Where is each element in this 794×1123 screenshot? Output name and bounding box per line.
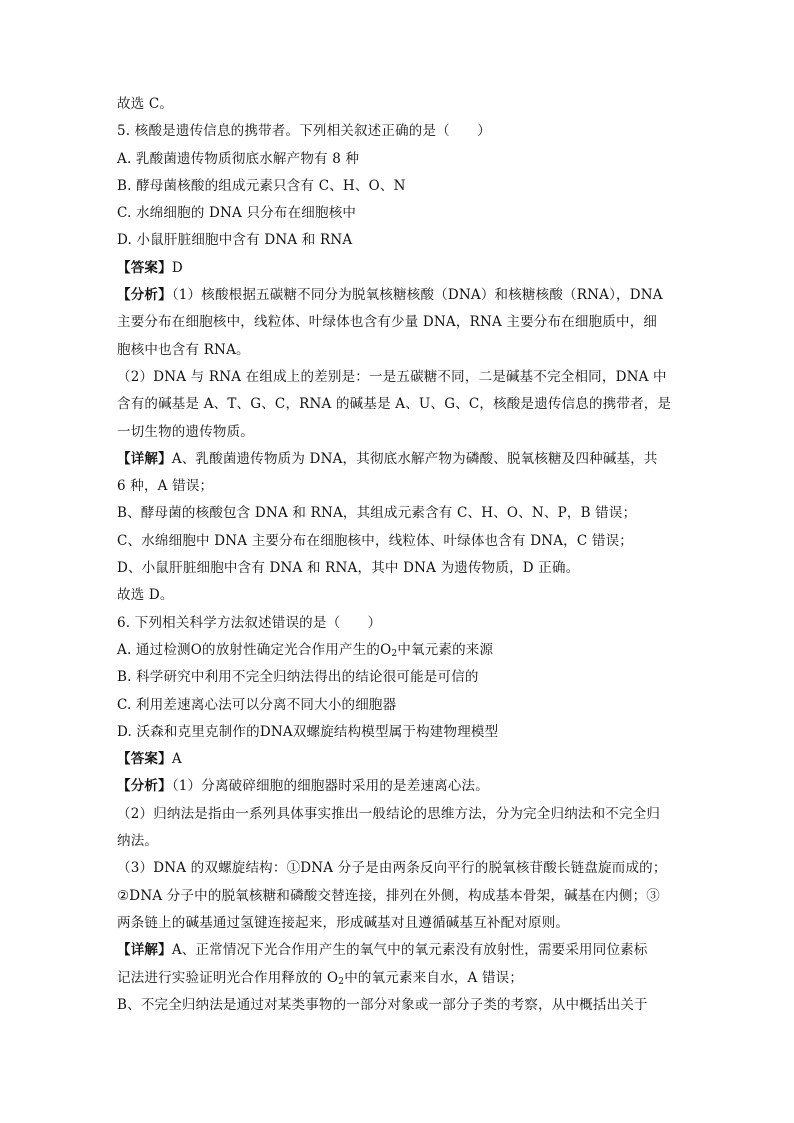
line-text: 纳法。	[117, 833, 159, 850]
text-line	[117, 910, 682, 937]
text-line	[117, 419, 682, 446]
analysis-label: 【分析】	[117, 287, 172, 304]
text-line	[117, 992, 682, 1019]
line-text: B、不完全归纳法是通过对某类事物的一部分对象或一部分子类的考察，从中概括出关于	[117, 996, 648, 1013]
explanation-label: 【详解】	[117, 450, 172, 467]
line-text: A、正常情况下光合作用产生的氧气中的氧元素没有放射性，需要采用同位素标	[171, 942, 648, 959]
question-5-option-a	[117, 146, 682, 173]
line-text: （2）DNA 与 RNA 在组成上的差别是：一是五碳糖不同，二是碱基不完全相同，DNA 中	[117, 368, 667, 385]
document-body	[117, 91, 682, 1019]
line-text: 6. 下列相关科学方法叙述错误的是（ ）	[117, 614, 382, 631]
line-text: （3）DNA 的双螺旋结构：①DNA 分子是由两条反向平行的脱氧核苷酸长链盘旋而成的；	[117, 860, 667, 877]
answer-label: 【答案】	[117, 259, 172, 276]
text-line	[117, 582, 682, 609]
line-text: C. 水绵细胞的 DNA 只分布在细胞核中	[117, 205, 357, 222]
line-text: B、酵母菌的核酸包含 DNA 和 RNA，其组成元素含有 C、H、O、N、P，B 错误；	[117, 505, 637, 522]
question-5-option-c	[117, 200, 682, 227]
text-line	[117, 337, 682, 364]
text-line	[117, 965, 682, 992]
answer-line	[117, 746, 682, 773]
text-line	[117, 309, 682, 336]
subscript: 2	[391, 648, 398, 659]
answer-label: 【答案】	[117, 751, 172, 768]
line-text: ②DNA 分子中的脱氧核糖和磷酸交替连接，排列在外侧，构成基本骨架，碱基在内侧；③	[117, 887, 660, 904]
line-text: 5. 核酸是遗传信息的携带者。下列相关叙述正确的是（ ）	[117, 123, 491, 140]
line-text: B. 酵母菌核酸的组成元素只含有 C、H、O、N	[117, 177, 406, 194]
question-6-option-a	[117, 637, 682, 664]
line-text: C、水绵细胞中 DNA 主要分布在细胞核中，线粒体、叶绿体也含有 DNA，C 错误；	[117, 532, 633, 549]
line-text: 胞核中也含有 RNA。	[117, 341, 250, 358]
line-text: 一切生物的遗传物质。	[117, 423, 254, 440]
answer-line	[117, 255, 682, 282]
question-5-option-b	[117, 173, 682, 200]
question-6-stem	[117, 610, 682, 637]
question-6-option-b	[117, 664, 682, 691]
explanation-line	[117, 937, 682, 964]
line-text: D. 沃森和克里克制作的DNA双螺旋结构模型属于构建物理模型	[117, 723, 499, 740]
line-text: D. 小鼠肝脏细胞中含有 DNA 和 RNA	[117, 232, 353, 249]
question-5-option-d	[117, 227, 682, 254]
line-text: A、乳酸菌遗传物质为 DNA，其彻底水解产物为磷酸、脱氧核糖及四种碱基，共	[171, 450, 658, 467]
line-text: C. 利用差速离心法可以分离不同大小的细胞器	[117, 696, 397, 713]
line-text: 记法进行实验证明光合作用释放的 O	[117, 969, 339, 986]
explanation-label: 【详解】	[117, 942, 172, 959]
text-line	[117, 528, 682, 555]
subscript: 2	[338, 976, 345, 987]
line-text: 中氧元素的来源	[397, 641, 494, 658]
line-text: A. 通过检测O的放射性确定光合作用产生的O	[117, 641, 392, 658]
text-line	[117, 801, 682, 828]
text-line	[117, 500, 682, 527]
analysis-label: 【分析】	[117, 778, 172, 795]
text-line	[117, 91, 682, 118]
text-line	[117, 555, 682, 582]
text-line	[117, 828, 682, 855]
question-6-option-c	[117, 692, 682, 719]
question-6-option-d	[117, 719, 682, 746]
line-text: 故选 D。	[117, 587, 174, 604]
text-line	[117, 855, 682, 882]
line-text: 两条链上的碱基通过氢键连接起来，形成碱基对且遵循碱基互补配对原则。	[117, 914, 570, 931]
line-text: 6 种，A 错误；	[117, 478, 214, 495]
text-line	[117, 364, 682, 391]
analysis-line	[117, 282, 682, 309]
question-5-stem	[117, 118, 682, 145]
line-text: D、小鼠肝脏细胞中含有 DNA 和 RNA，其中 DNA 为遗传物质，D 正确。	[117, 560, 580, 577]
line-text: （1）分离破碎细胞的细胞器时采用的是差速离心法。	[171, 778, 489, 795]
line-text: A	[171, 751, 182, 768]
line-text: D	[171, 259, 183, 276]
line-text: 中的氧元素来自水，A 错误；	[344, 969, 524, 986]
line-text: A. 乳酸菌遗传物质彻底水解产物有 8 种	[117, 150, 360, 167]
text-line	[117, 883, 682, 910]
line-text: （1）核酸根据五碳糖不同分为脱氧核糖核酸（DNA）和核糖核酸（RNA），DNA	[171, 287, 663, 304]
line-text: 含有的碱基是 A、T、G、C，RNA 的碱基是 A、U、G、C，核酸是遗传信息的携带者，是	[117, 396, 672, 413]
line-text: 主要分布在细胞核中，线粒体、叶绿体也含有少量 DNA，RNA 主要分布在细胞质中，细	[117, 314, 658, 331]
line-text: （2）归纳法是指由一系列具体事实推出一般结论的思维方法，分为完全归纳法和不完全归	[117, 805, 661, 822]
line-text: 故选 C。	[117, 96, 174, 112]
line-text: B. 科学研究中利用不完全归纳法得出的结论很可能是可信的	[117, 669, 479, 686]
text-line	[117, 473, 682, 500]
analysis-line	[117, 773, 682, 800]
explanation-line	[117, 446, 682, 473]
text-line	[117, 391, 682, 418]
